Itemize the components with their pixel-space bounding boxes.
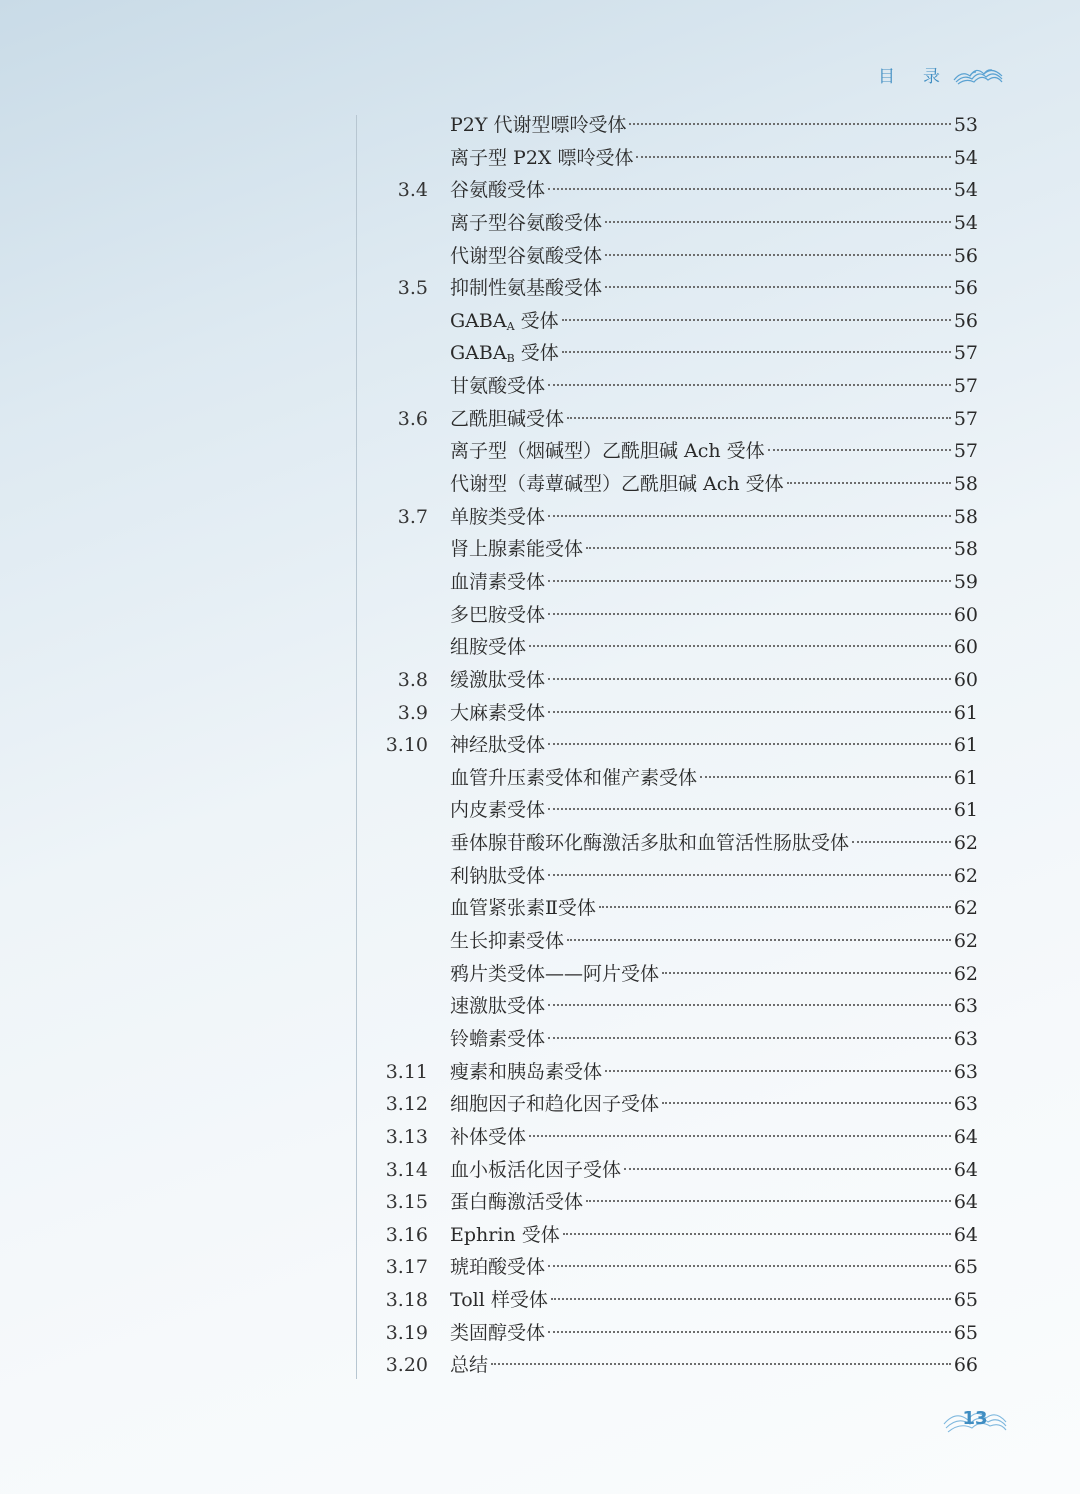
- entry-title-text: 总结: [450, 1354, 489, 1377]
- entry-title: [450, 1186, 583, 1218]
- toc-line: [450, 794, 978, 826]
- toc-entry: [0, 729, 1080, 762]
- toc-entry: [0, 240, 1080, 273]
- toc-line: [450, 1317, 978, 1349]
- toc-line: [450, 729, 978, 761]
- toc-entry: [0, 1219, 1080, 1252]
- page-ref: 57: [953, 342, 978, 365]
- page-ref: 65: [953, 1321, 978, 1344]
- toc-line: [450, 1284, 978, 1316]
- entry-title: [450, 272, 602, 304]
- toc-line: [450, 109, 978, 141]
- toc-entry: [0, 174, 1080, 207]
- entry-title-text: 离子型 P2X 嘌呤受体: [450, 146, 634, 169]
- toc-line: [450, 892, 978, 924]
- section-number: 3.10: [385, 734, 428, 757]
- entry-title: [450, 599, 545, 631]
- entry-title: [450, 142, 633, 174]
- table-of-contents: [0, 109, 1080, 1382]
- dot-leader: [562, 351, 951, 353]
- toc-entry: [0, 403, 1080, 436]
- toc-line: [450, 631, 978, 663]
- page-ref: 57: [953, 407, 978, 430]
- dot-leader: [700, 776, 951, 778]
- section-number: 3.7: [397, 505, 428, 528]
- entry-title: [450, 403, 564, 435]
- entry-title-text: 神经肽受体: [450, 734, 546, 757]
- toc-line: [450, 1219, 978, 1251]
- page-ref: 61: [953, 734, 978, 757]
- section-number: 3.8: [397, 668, 428, 691]
- toc-line: [450, 925, 978, 957]
- page-ref: 56: [953, 309, 978, 332]
- dot-leader: [551, 1298, 951, 1300]
- toc-entry: [0, 1284, 1080, 1317]
- entry-title: [450, 109, 626, 141]
- dot-leader: [548, 188, 951, 190]
- page-ref: 64: [953, 1125, 978, 1148]
- dot-leader: [529, 1135, 951, 1137]
- dot-leader: [548, 743, 951, 745]
- dot-leader: [548, 711, 951, 713]
- dot-leader: [548, 580, 951, 582]
- toc-entry: [0, 533, 1080, 566]
- dot-leader: [852, 841, 951, 843]
- entry-title-text: 代谢型谷氨酸受体: [450, 244, 603, 267]
- entry-title-text: 鸦片类受体——阿片受体: [450, 962, 660, 985]
- page-ref: 63: [953, 1027, 978, 1050]
- page-ref: 60: [953, 603, 978, 626]
- entry-title: [450, 240, 602, 272]
- entry-title-suffix: 受体: [514, 342, 559, 365]
- page-ref: 65: [953, 1256, 978, 1279]
- entry-title: [450, 1121, 526, 1153]
- section-number: 3.12: [385, 1093, 428, 1116]
- entry-title: [450, 697, 545, 729]
- entry-title-text: 速激肽受体: [450, 995, 546, 1018]
- toc-entry: [0, 305, 1080, 338]
- toc-line: [450, 337, 978, 369]
- dot-leader: [548, 1331, 951, 1333]
- toc-entry: [0, 794, 1080, 827]
- entry-title: [450, 1088, 659, 1120]
- section-number: 3.20: [385, 1354, 428, 1377]
- page-ref: 53: [953, 114, 978, 136]
- entry-title-text: 离子型（烟碱型）乙酰胆碱 Ach 受体: [450, 440, 765, 463]
- dot-leader: [662, 972, 951, 974]
- entry-title-text: 内皮素受体: [450, 799, 546, 822]
- entry-title-text: 单胺类受体: [450, 505, 546, 528]
- page-ref: 58: [953, 473, 978, 496]
- dot-leader: [605, 254, 951, 256]
- page-ref: 64: [953, 1191, 978, 1214]
- section-number: 3.19: [385, 1321, 428, 1344]
- entry-title: [450, 794, 545, 826]
- entry-title-text: Ephrin 受体: [450, 1223, 560, 1246]
- entry-title: [450, 1349, 488, 1381]
- dot-leader: [624, 1168, 951, 1170]
- toc-entry: [0, 664, 1080, 697]
- entry-title-subscript: A: [506, 319, 515, 333]
- toc-line: [450, 827, 978, 859]
- entry-title: [450, 533, 583, 565]
- page-ref: 58: [953, 538, 978, 561]
- toc-entry: [0, 501, 1080, 534]
- section-number: 3.17: [385, 1256, 428, 1279]
- toc-line: [450, 370, 978, 402]
- section-number: 3.14: [385, 1158, 428, 1181]
- toc-line: [450, 860, 978, 892]
- dot-leader: [548, 515, 951, 517]
- section-number: 3.11: [385, 1060, 428, 1083]
- toc-line: [450, 664, 978, 696]
- entry-title-text: 蛋白酶激活受体: [450, 1191, 584, 1214]
- toc-entry: [0, 109, 1080, 142]
- entry-title-suffix: 受体: [514, 309, 559, 332]
- entry-title-text: 乙酰胆碱受体: [450, 407, 565, 430]
- entry-title-text: 瘦素和胰岛素受体: [450, 1060, 603, 1083]
- entry-title-text: 琥珀酸受体: [450, 1256, 546, 1279]
- entry-title-text: 细胞因子和趋化因子受体: [450, 1093, 660, 1116]
- entry-title: [450, 1317, 545, 1349]
- toc-line: [450, 501, 978, 533]
- entry-title: [450, 370, 545, 402]
- entry-title-text: 代谢型（毒蕈碱型）乙酰胆碱 Ach 受体: [450, 473, 784, 496]
- toc-line: [450, 305, 978, 337]
- entry-title-text: 类固醇受体: [450, 1321, 546, 1344]
- entry-title-text: 铃蟾素受体: [450, 1027, 546, 1050]
- toc-line: [450, 990, 978, 1022]
- entry-title-text: 血小板活化因子受体: [450, 1158, 622, 1181]
- page-ref: 61: [953, 766, 978, 789]
- entry-title: [450, 860, 545, 892]
- entry-title-text: Toll 样受体: [450, 1289, 548, 1312]
- page-ref: 54: [953, 211, 978, 234]
- dot-leader: [491, 1363, 951, 1365]
- toc-entry: [0, 1251, 1080, 1284]
- entry-title-text: P2Y 代谢型嘌呤受体: [450, 114, 627, 136]
- dot-leader: [529, 645, 951, 647]
- toc-line: [450, 1121, 978, 1153]
- page-footer: [942, 1404, 1008, 1438]
- toc-line: [450, 697, 978, 729]
- toc-entry: [0, 337, 1080, 370]
- page-ref: 54: [953, 179, 978, 202]
- toc-entry: [0, 892, 1080, 925]
- toc-entry: [0, 1088, 1080, 1121]
- toc-entry: [0, 566, 1080, 599]
- dot-leader: [548, 384, 951, 386]
- page-ref: 62: [953, 962, 978, 985]
- toc-line: [450, 1186, 978, 1218]
- section-number: 3.16: [385, 1223, 428, 1246]
- entry-title: [450, 566, 545, 598]
- entry-title-text: 血管紧张素Ⅱ受体: [450, 897, 596, 920]
- entry-title: [450, 1023, 545, 1055]
- dot-leader: [548, 1004, 951, 1006]
- toc-entry: [0, 958, 1080, 991]
- entry-title: [450, 762, 697, 794]
- entry-title-text: 血清素受体: [450, 570, 546, 593]
- dot-leader: [605, 1070, 951, 1072]
- toc-entry: [0, 1186, 1080, 1219]
- toc-entry: [0, 272, 1080, 305]
- dot-leader: [605, 286, 951, 288]
- toc-line: [450, 207, 978, 239]
- toc-line: [450, 1349, 978, 1381]
- toc-line: [450, 1056, 978, 1088]
- page-ref: 66: [953, 1354, 978, 1377]
- toc-entry: [0, 599, 1080, 632]
- toc-line: [450, 142, 978, 174]
- page-ref: 63: [953, 1093, 978, 1116]
- entry-title: [450, 892, 596, 924]
- entry-title: [450, 1284, 548, 1316]
- toc-entry: [0, 925, 1080, 958]
- dot-leader: [548, 613, 951, 615]
- toc-line: [450, 533, 978, 565]
- entry-title: [450, 1056, 602, 1088]
- entry-title: [450, 729, 545, 761]
- page-ref: 62: [953, 864, 978, 887]
- dot-leader: [662, 1102, 951, 1104]
- dot-leader: [548, 1265, 951, 1267]
- entry-title: [450, 631, 526, 663]
- section-number: 3.6: [397, 407, 428, 430]
- dot-leader: [586, 1200, 951, 1202]
- toc-line: [450, 272, 978, 304]
- entry-title: [450, 1219, 560, 1251]
- toc-entry: [0, 1023, 1080, 1056]
- toc-entry: [0, 990, 1080, 1023]
- entry-title: [450, 827, 849, 859]
- page-ref: 57: [953, 440, 978, 463]
- dot-leader: [599, 906, 951, 908]
- section-number: 3.5: [397, 277, 428, 300]
- toc-entry: [0, 207, 1080, 240]
- toc-line: [450, 468, 978, 500]
- entry-title-text: 甘氨酸受体: [450, 375, 546, 398]
- entry-title-text: 多巴胺受体: [450, 603, 546, 626]
- toc-entry: [0, 1056, 1080, 1089]
- page-ref: 56: [953, 244, 978, 267]
- entry-title-text: 缓激肽受体: [450, 668, 546, 691]
- entry-title-text: 利钠肽受体: [450, 864, 546, 887]
- section-number: 3.15: [385, 1191, 428, 1214]
- entry-title: [450, 958, 659, 990]
- toc-line: [450, 1251, 978, 1283]
- dot-leader: [548, 678, 951, 680]
- page-ref: 60: [953, 636, 978, 659]
- dot-leader: [636, 156, 950, 158]
- dot-leader: [548, 1037, 951, 1039]
- section-number: 3.13: [385, 1125, 428, 1148]
- toc-line: [450, 1088, 978, 1120]
- toc-line: [450, 1023, 978, 1055]
- toc-line: [450, 240, 978, 272]
- page-ref: 62: [953, 832, 978, 855]
- toc-entry: [0, 631, 1080, 664]
- toc-entry: [0, 1154, 1080, 1187]
- entry-title-text: 大麻素受体: [450, 701, 546, 724]
- dot-leader: [567, 417, 951, 419]
- entry-title-text: 垂体腺苷酸环化酶激活多肽和血管活性肠肽受体: [450, 832, 850, 855]
- section-number: 3.4: [397, 179, 428, 202]
- dot-leader: [563, 1233, 951, 1235]
- toc-entry: [0, 468, 1080, 501]
- toc-entry: [0, 762, 1080, 795]
- dot-leader: [605, 221, 951, 223]
- entry-title: [450, 501, 545, 533]
- page-ref: 59: [953, 570, 978, 593]
- toc-line: [450, 435, 978, 467]
- page-ref: 60: [953, 668, 978, 691]
- entry-title: [450, 925, 564, 957]
- entry-title-text: 补体受体: [450, 1125, 527, 1148]
- wave-ornament-icon: [952, 60, 1004, 88]
- entry-title-text: 谷氨酸受体: [450, 179, 546, 202]
- page-ref: 62: [953, 930, 978, 953]
- page-ref: 61: [953, 701, 978, 724]
- toc-entry: [0, 142, 1080, 175]
- entry-title-text: 组胺受体: [450, 636, 527, 659]
- toc-line: [450, 566, 978, 598]
- page-ref: 65: [953, 1289, 978, 1312]
- toc-entry: [0, 1317, 1080, 1350]
- page-header: [878, 60, 1008, 90]
- entry-title-text: GABA: [450, 342, 507, 365]
- toc-entry: [0, 697, 1080, 730]
- toc-entry: [0, 1121, 1080, 1154]
- dot-leader: [768, 449, 951, 451]
- entry-title: [450, 1251, 545, 1283]
- page-ref: 64: [953, 1223, 978, 1246]
- entry-title-text: 抑制性氨基酸受体: [450, 277, 603, 300]
- entry-title: [450, 664, 545, 696]
- page-ref: 62: [953, 897, 978, 920]
- dot-leader: [562, 319, 951, 321]
- toc-entry: [0, 827, 1080, 860]
- toc-line: [450, 1154, 978, 1186]
- entry-title-subscript: B: [506, 352, 515, 366]
- dot-leader: [548, 808, 951, 810]
- entry-title-text: 血管升压素受体和催产素受体: [450, 766, 698, 789]
- page-number: 13: [962, 1408, 988, 1429]
- page-ref: 54: [953, 146, 978, 169]
- section-number: 3.18: [385, 1289, 428, 1312]
- entry-title: [450, 990, 545, 1022]
- toc-entry: [0, 435, 1080, 468]
- page-ref: 61: [953, 799, 978, 822]
- dot-leader: [567, 939, 951, 941]
- dot-leader: [787, 482, 951, 484]
- toc-line: [450, 958, 978, 990]
- page-ref: 57: [953, 375, 978, 398]
- header-title: 目录: [878, 67, 968, 87]
- toc-entry: [0, 860, 1080, 893]
- dot-leader: [586, 547, 951, 549]
- entry-title-text: 离子型谷氨酸受体: [450, 211, 603, 234]
- toc-entry: [0, 1349, 1080, 1382]
- page-ref: 63: [953, 995, 978, 1018]
- entry-title: [450, 468, 784, 500]
- toc-line: [450, 599, 978, 631]
- page-ref: 56: [953, 277, 978, 300]
- dot-leader: [548, 874, 951, 876]
- entry-title: [450, 207, 602, 239]
- section-number: 3.9: [397, 701, 428, 724]
- entry-title: [450, 174, 545, 206]
- toc-line: [450, 403, 978, 435]
- entry-title-text: GABA: [450, 309, 507, 332]
- entry-title-text: 生长抑素受体: [450, 930, 565, 953]
- entry-title: [450, 1154, 621, 1186]
- entry-title: [450, 435, 765, 467]
- entry-title-text: 肾上腺素能受体: [450, 538, 584, 561]
- toc-line: [450, 762, 978, 794]
- page-ref: 63: [953, 1060, 978, 1083]
- toc-entry: [0, 370, 1080, 403]
- dot-leader: [629, 123, 950, 125]
- toc-line: [450, 174, 978, 206]
- page-ref: 64: [953, 1158, 978, 1181]
- page-ref: 58: [953, 505, 978, 528]
